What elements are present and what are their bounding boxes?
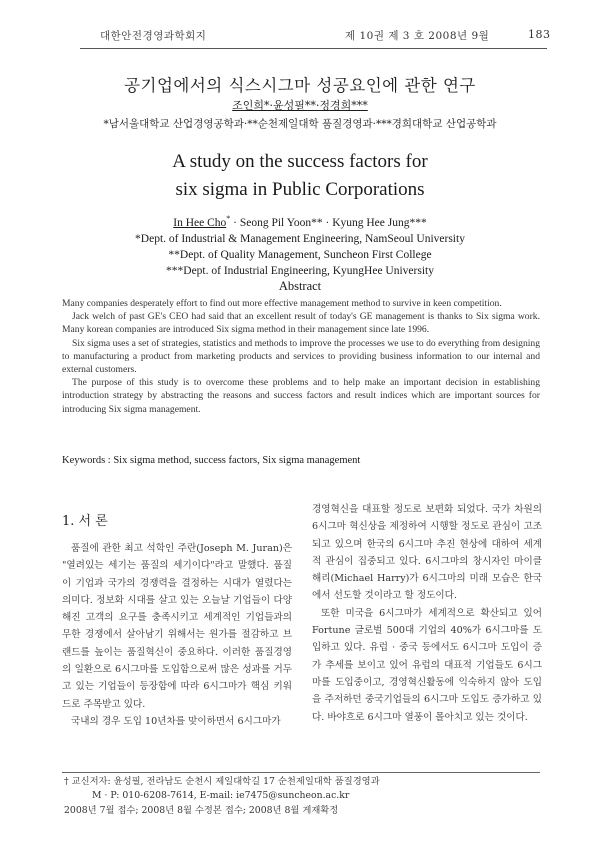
- abstract-paragraph: Many companies desperately effort to find out more effective management method to survive in keen competition.: [62, 298, 502, 309]
- body-paragraph: 경영혁신을 대표할 정도로 보편화 되었다. 국가 차원의 6시그마 혁신상을 제정하여 시행할 정도로 관심이 고조되고 있으며 한국의 6시그마 추진 현상에 대하여 세계적 관심이 집중되고 있다. 6시그마의 창시자인 마이클 해리(Michael Harry)가 6시그마의 미래 모습은 한국에서 선도할 것이라고 할 정도이다.: [312, 504, 542, 602]
- footnote-corresponding: † 교신저자: 윤성필, 전라남도 순천시 제일대학길 17 순천제일대학 품질경영과: [64, 776, 380, 787]
- page-number: 183: [528, 28, 551, 41]
- left-column: [62, 540, 292, 730]
- abstract-paragraph: Jack welch of past GE's CEO had said that an excellent result of today's GE management is thanks to Six sigma work. Many korean companies are introduced Six sigma method in their management since late 1996.: [62, 311, 540, 336]
- footnote-contact: M · P: 010-6208-7614, E-mail: ie7475@suncheon.ac.kr: [92, 790, 350, 801]
- english-affiliation-3: ***Dept. of Industrial Engineering, KyungHee University: [166, 265, 434, 277]
- english-authors: [0, 214, 600, 229]
- abstract-body: [62, 297, 540, 416]
- header-rule: [80, 48, 547, 49]
- korean-title: 공기업에서의 식스시그마 성공요인에 관한 연구: [124, 76, 476, 95]
- english-affiliation-2: **Dept. of Quality Management, Suncheon First College: [168, 249, 432, 261]
- body-paragraph: 품질에 관한 최고 석학인 주란(Joseph M. Juran)은 "열려있는 세기는 품질의 세기이다"라고 말했다. 품질이 기업과 국가의 경쟁력을 결정하는 시대가 열렸다는 의미다. 정보화 시대를 살고 있는 오늘날 기업들이 다양해진 고객의 요구를 충족시키고 세계적인 기업들과의 무한 경쟁에서 살아남기 위해서는 원가를 절감하고 브랜드를 높이는 품질혁신이 중요하다. 이러한 품질경영의 일환으로 6시그마를 도입함으로써 많은 성과를 거두고 있는 기업들이 등장함에 따라 6시그마가 핵심 키워드로 주목받고 있다.: [62, 543, 292, 710]
- footnote-rule: [62, 772, 540, 773]
- korean-affiliations: *남서울대학교 산업경영공학과·**순천제일대학 품질경영과·***경희대학교 산업공학과: [103, 118, 497, 130]
- english-title: [0, 148, 600, 204]
- first-author-mark: *: [226, 214, 231, 223]
- english-affiliation-1: *Dept. of Industrial & Management Engineering, NamSeoul University: [135, 233, 465, 245]
- journal-name: 대한안전경영과학회지: [100, 30, 207, 42]
- korean-authors: [0, 97, 600, 113]
- issue-info: 제 10권 제 3 호 2008년 9월: [345, 30, 490, 42]
- footnote-dates: 2008년 7월 접수; 2008년 8월 수정본 접수; 2008년 8월 게재확정: [64, 805, 339, 816]
- right-column: [312, 501, 542, 726]
- body-paragraph: 국내의 경우 도입 10년차를 맞이하면서 6시그마가: [71, 715, 281, 727]
- abstract-heading: Abstract: [278, 279, 322, 293]
- section-heading: 1. 서 론: [62, 514, 108, 529]
- first-author: In Hee Cho: [173, 216, 227, 229]
- body-paragraph: 또한 미국을 6시그마가 세계적으로 확산되고 있어 Fortune 글로벌 500대 기업의 40%가 6시그마를 도입하고 있다. 유럽 · 중국 등에서도 6시그마 도입이 증가 추세를 보이고 있어 유럽의 대표적 기업들도 6시그마를 도입중이고, 경영혁신활동에 익숙하지 않아 도입을 주저하던 중국기업들의 6시그마 도입도 증가하고 있다. 바야흐로 6시그마 열풍이 몰아치고 있는 것이다.: [312, 607, 542, 723]
- keywords: Keywords : Six sigma method, success factors, Six sigma management: [62, 455, 361, 466]
- other-authors: · Seong Pil Yoon** · Kyung Hee Jung***: [230, 216, 427, 229]
- english-title-line1: A study on the success factors for: [172, 151, 428, 172]
- abstract-paragraph: Six sigma uses a set of strategies, statistics and methods to improve the processes we use to do everything from designing to manufacturing a product from marketing products and services to providing business information to our internal and external customers.: [62, 337, 540, 376]
- korean-authors-text: 조인희*·윤성필**·정경희***: [232, 99, 368, 112]
- abstract-paragraph: The purpose of this study is to overcome these problems and to help make an important decision in establishing introduction strategy by abstracting the reasons and success factors and result indices which are important sources for introducing Six sigma management.: [62, 377, 540, 415]
- english-title-line2: six sigma in Public Corporations: [175, 179, 425, 200]
